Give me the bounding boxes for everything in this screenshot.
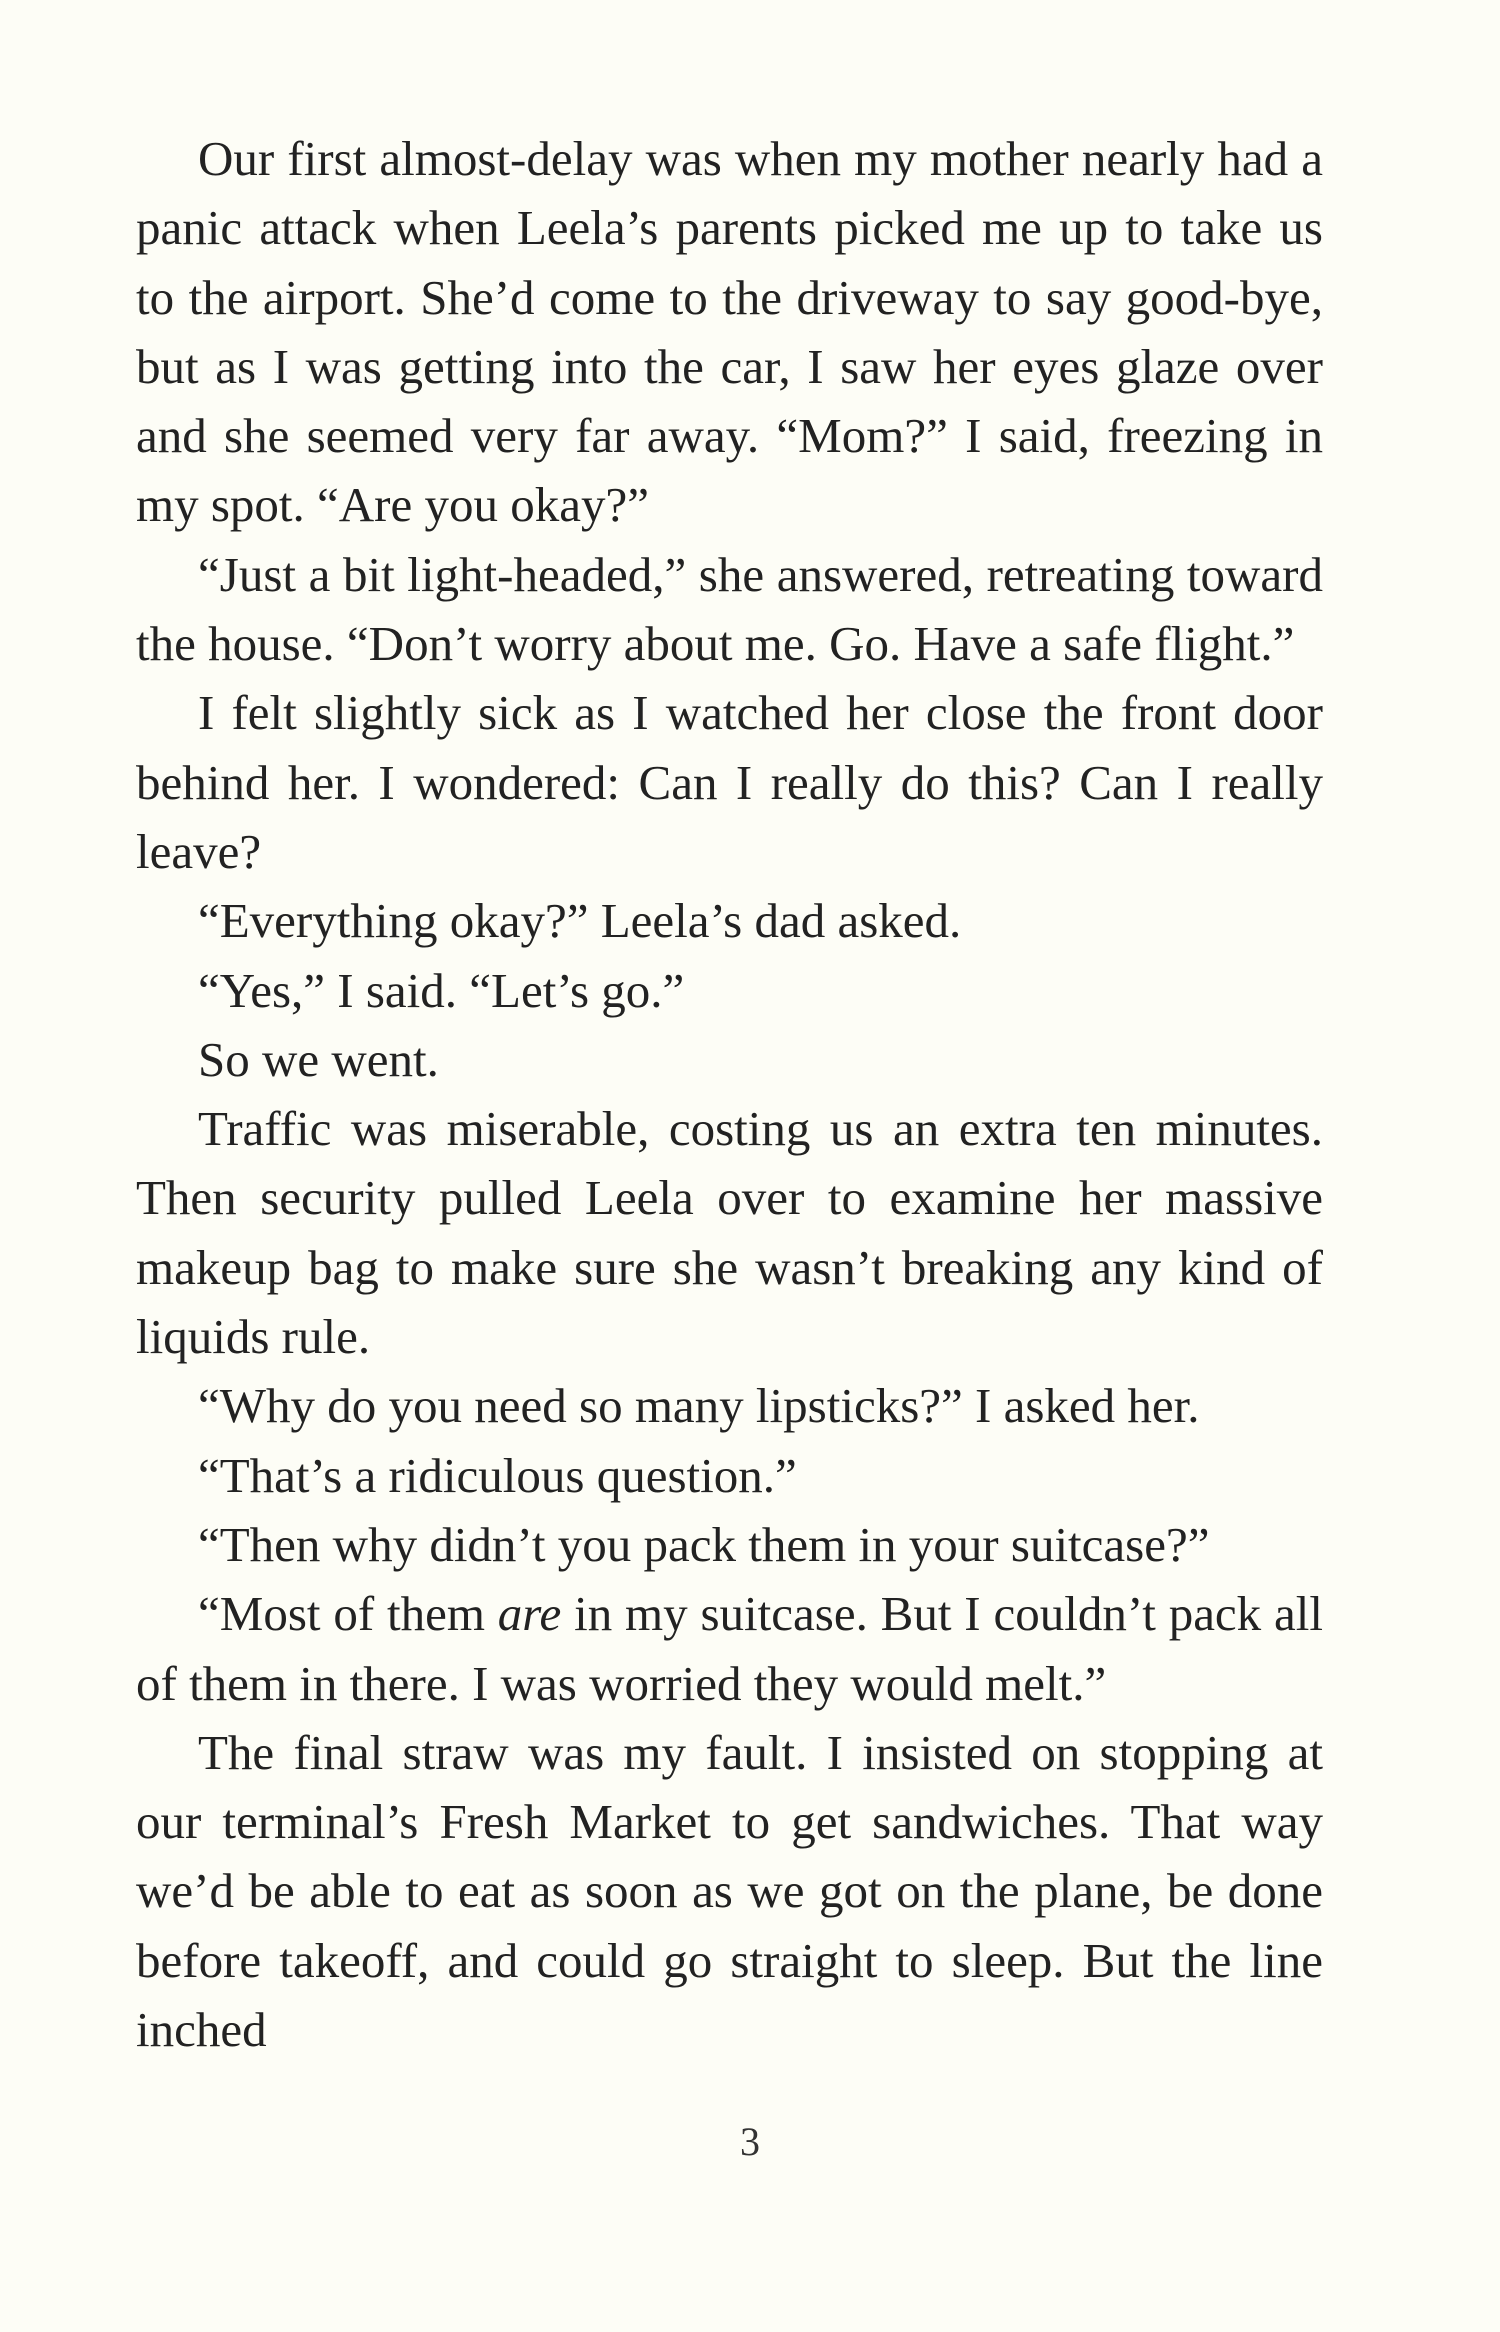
paragraph: “Then why didn’t you pack them in your suitcase?”	[198, 1516, 1210, 1572]
paragraph: “Yes,” I said. “Let’s go.”	[198, 962, 685, 1018]
paragraph	[136, 1579, 1323, 1718]
paragraph: “That’s a ridiculous question.”	[198, 1447, 797, 1503]
page-number: 3	[740, 2119, 760, 2164]
paragraph-text: “Most of them	[198, 1586, 498, 1642]
paragraph: So we went.	[198, 1031, 439, 1087]
paragraph: The final straw was my fault. I insisted on stopping at our terminal’s Fresh Market to get sandwiches. That way we’d be able to eat as soon as we got on the plane, be done before takeoff, and could go straight to sleep. But the line inched	[136, 1724, 1323, 2058]
paragraph: Our first almost-delay was when my mother nearly had a panic attack when Leela’s parents picked me up to take us to the airport. She’d come to the driveway to say good-bye, but as I was getting into the car, I saw her eyes glaze over and she seemed very far away. “Mom?” I said, freezing in my spot. “Are you okay?”	[136, 131, 1323, 533]
paragraph: “Why do you need so many lipsticks?” I asked her.	[198, 1378, 1200, 1434]
paragraph: “Everything okay?” Leela’s dad asked.	[198, 893, 962, 949]
paragraph: “Just a bit light-headed,” she answered, retreating toward the house. “Don’t worry about me. Go. Have a safe flight.”	[136, 546, 1323, 672]
paragraph: Traffic was miserable, costing us an extra ten minutes. Then security pulled Leela over to examine her massive makeup bag to make sure she wasn’t breaking any kind of liquids rule.	[136, 1101, 1323, 1365]
body-text	[136, 124, 1323, 2064]
emphasized-word: are	[497, 1586, 562, 1642]
paragraph: I felt slightly sick as I watched her close the front door behind her. I wondered: Can I really do this? Can I really leave?	[136, 685, 1323, 879]
paragraph-text: in my suitcase. But I couldn’t pack all of them in there. I was worried they would melt.”	[136, 1586, 1323, 1711]
